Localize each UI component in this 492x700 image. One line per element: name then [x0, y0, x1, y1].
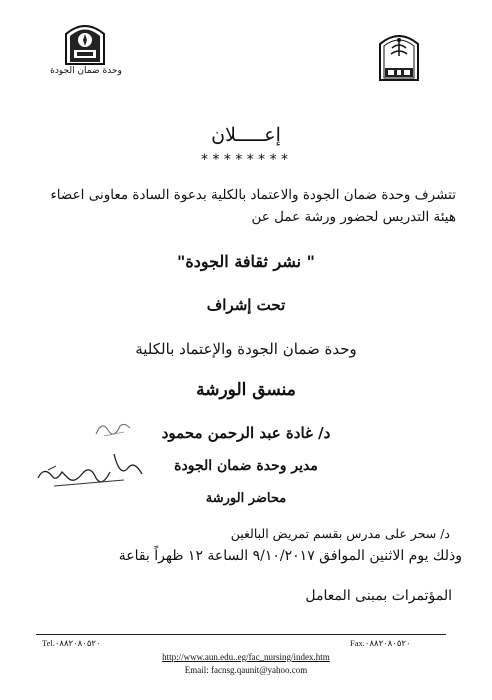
- stars-divider: ********: [200, 152, 292, 168]
- quality-unit-emblem-icon: [60, 18, 110, 66]
- venue-line: المؤتمرات بمبنى المعامل: [305, 588, 452, 604]
- footer-tel: Tel.٠٨٨٢٠٨٠٥٢٠: [42, 638, 101, 648]
- signature-mark-small: [94, 416, 134, 440]
- footer-fax: Fax.٠٨٨٢٠٨٠٥٢٠: [350, 638, 411, 648]
- lecturer-line: د/ سحر على مدرس بقسم تمريض البالغين: [230, 526, 450, 541]
- signature-mark: [34, 448, 146, 492]
- unit-name: وحدة ضمان الجودة والإعتماد بالكلية: [135, 340, 357, 358]
- workshop-title: " نشر ثقافة الجودة": [176, 252, 315, 271]
- unit-caption: وحدة ضمان الجودة: [50, 66, 122, 76]
- supervision-heading: تحت إشراف: [206, 296, 286, 314]
- coordinator-role: مدير وحدة ضمان الجودة: [174, 458, 318, 474]
- lecturer-heading: محاضر الورشة: [205, 491, 287, 506]
- date-line: وذلك يوم الاثنين الموافق ٩/١٠/٢٠١٧ الساعة ١٢ ظهراً بقاعة: [118, 548, 462, 564]
- assiut-university-emblem-icon: [376, 30, 422, 82]
- coordinator-heading: منسق الورشة: [196, 380, 296, 400]
- footer-rule: [36, 634, 446, 635]
- footer-email: Email: facnsg.qaunit@yahoo.com: [184, 665, 308, 675]
- coordinator-name: د/ غادة عبد الرحمن محمود: [161, 424, 331, 442]
- intro-paragraph: تتشرف وحدة ضمان الجودة والاعتماد بالكلية بدعوة السادة معاونى اعضاء هيئة التدريس لحضور ورشة عمل عن: [50, 187, 456, 225]
- footer-url-link[interactable]: http://www.aun.edu..eg/fac_nursing/index.htm: [162, 652, 330, 662]
- announcement-title: إعـــــلان: [211, 124, 281, 146]
